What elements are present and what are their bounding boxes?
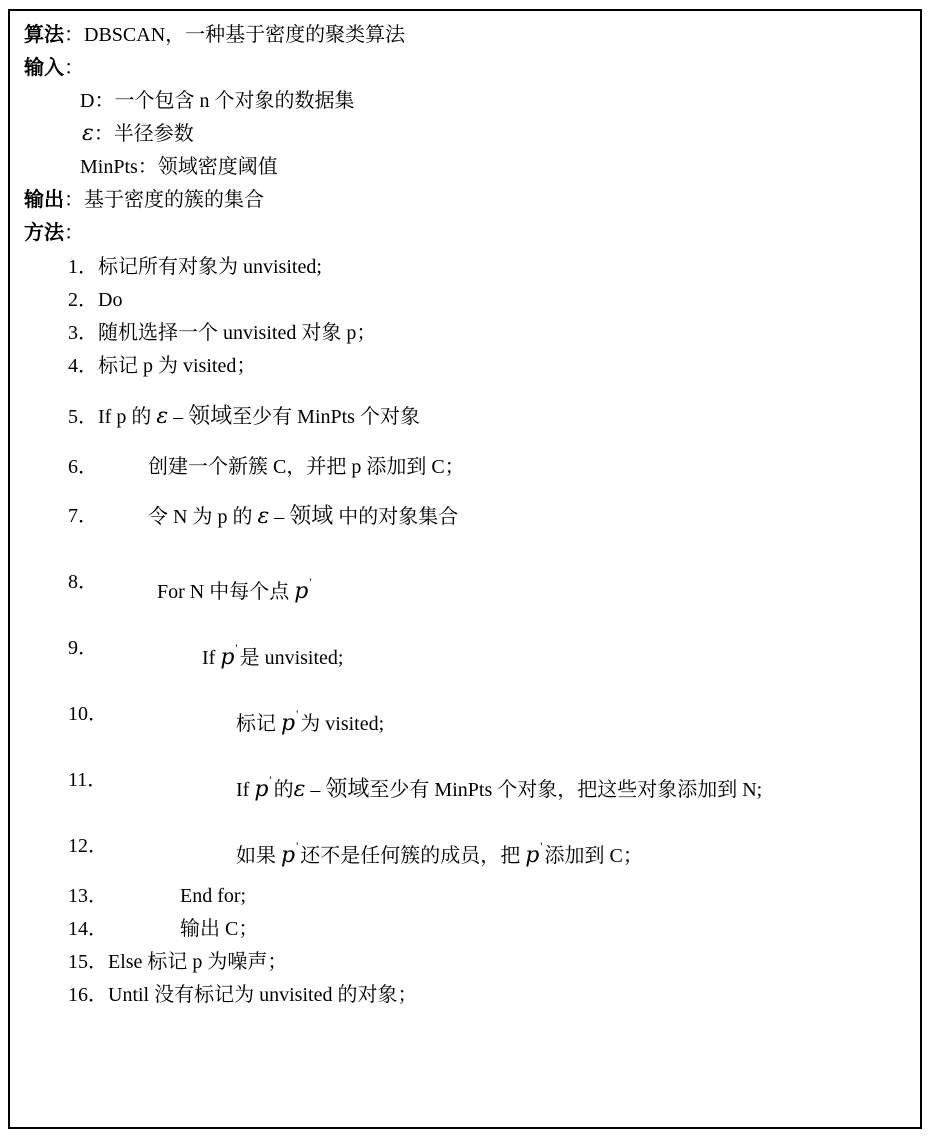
step-number: 7． xyxy=(68,505,98,527)
step-8 xyxy=(68,570,98,594)
step-13 xyxy=(68,884,108,908)
p-prime-symbol: p xyxy=(254,777,269,802)
input-heading: 输入： xyxy=(24,57,84,79)
p-prime-symbol: p xyxy=(294,579,309,604)
step-text: Do xyxy=(98,289,123,311)
epsilon-symbol: ε xyxy=(156,404,169,429)
method-heading: 方法： xyxy=(24,222,84,244)
output-description: ：基于密度的簇的集合 xyxy=(64,189,264,211)
algorithm-description: ：DBSCAN，一种基于密度的聚类算法 xyxy=(64,24,406,46)
method-label: 方法 xyxy=(24,222,64,244)
input-label: 输入 xyxy=(24,57,64,79)
step-number: 3． xyxy=(68,322,98,344)
step-number: 8． xyxy=(68,571,98,593)
step-5: 5．If p 的 ε – 领域至少有 MinPts 个对象 xyxy=(68,403,420,429)
step-number: 1． xyxy=(68,256,98,278)
epsilon-symbol: ε xyxy=(293,777,306,802)
step-3 xyxy=(68,321,376,345)
step-4 xyxy=(68,354,256,378)
step-7 xyxy=(68,504,98,528)
step-number: 10． xyxy=(68,703,108,725)
step-number: 15． xyxy=(68,951,108,973)
step-16 xyxy=(68,983,417,1007)
step-10-text: 标记 p' 为 visited; xyxy=(236,707,385,736)
p-prime-symbol: p xyxy=(281,843,296,868)
step-2 xyxy=(68,288,122,312)
p-prime-symbol: p xyxy=(281,711,296,736)
input-minpts: MinPts：领域密度阈值 xyxy=(80,156,278,178)
step-number: 6． xyxy=(68,456,98,478)
p-prime-symbol: p xyxy=(220,645,235,670)
step-12-text: 如果 p' 还不是任何簇的成员，把 p' 添加到 C； xyxy=(236,839,643,868)
step-number: 16． xyxy=(68,984,108,1006)
output-line xyxy=(24,188,264,212)
step-text: Until 没有标记为 unvisited 的对象； xyxy=(108,984,418,1006)
step-12 xyxy=(68,834,108,858)
output-label: 输出 xyxy=(24,189,64,211)
step-number: 13． xyxy=(68,885,108,907)
epsilon-symbol: ε xyxy=(257,504,270,529)
step-8-text: For N 中每个点 p' xyxy=(157,575,312,604)
step-1 xyxy=(68,255,322,279)
step-9-text: If p' 是 unvisited; xyxy=(202,641,344,670)
step-6-text: 创建一个新簇 C，并把 p 添加到 C； xyxy=(148,456,465,478)
p-prime-symbol: p xyxy=(525,843,540,868)
step-number: 2． xyxy=(68,289,98,311)
step-number: 9． xyxy=(68,637,98,659)
step-number: 12． xyxy=(68,835,108,857)
step-14-text: 输出 C； xyxy=(180,918,259,940)
step-7-text: 令 N 为 p 的 ε – 领域 中的对象集合 xyxy=(148,503,459,529)
step-11 xyxy=(68,768,107,792)
step-15 xyxy=(68,950,287,974)
step-text: 标记 p 为 visited； xyxy=(98,355,257,377)
step-10 xyxy=(68,702,108,726)
algorithm-title-line xyxy=(24,23,405,47)
step-14 xyxy=(68,917,108,941)
step-number: 11． xyxy=(68,769,108,791)
step-11-text: If p' 的ε – 领域至少有 MinPts 个对象，把这些对象添加到 N; xyxy=(236,773,763,802)
step-9 xyxy=(68,636,98,660)
step-text: 随机选择一个 unvisited 对象 p； xyxy=(98,322,377,344)
input-eps: ε：半径参数 xyxy=(82,121,194,146)
step-number: 4． xyxy=(68,355,98,377)
step-text: Else 标记 p 为噪声； xyxy=(108,951,288,973)
step-13-text: End for; xyxy=(180,885,247,907)
step-number: 14． xyxy=(68,918,108,940)
epsilon-symbol: ε xyxy=(82,121,94,146)
input-d: D：一个包含 n 个对象的数据集 xyxy=(80,90,355,112)
step-text: 标记所有对象为 unvisited; xyxy=(98,256,322,278)
step-6 xyxy=(68,455,98,479)
algorithm-label: 算法 xyxy=(24,24,64,46)
step-number: 5． xyxy=(68,406,98,428)
